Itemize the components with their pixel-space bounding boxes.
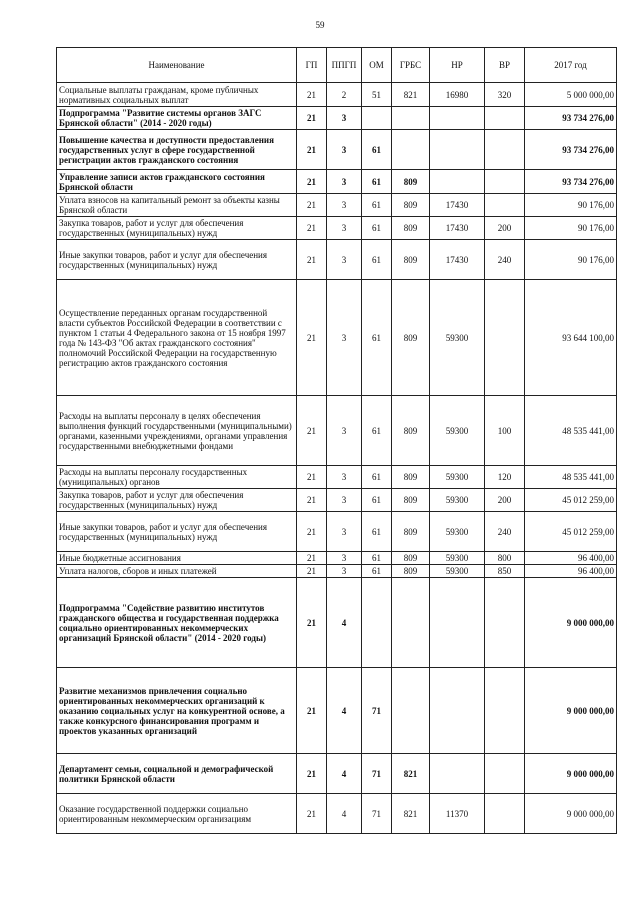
- header-year: 2017 год: [525, 48, 617, 83]
- row-ppgp: 3: [327, 194, 362, 217]
- row-amount: 96 400,00: [525, 565, 617, 578]
- row-nr: 59300: [430, 512, 485, 552]
- table-row: [57, 578, 617, 668]
- row-vr: 240: [485, 512, 525, 552]
- row-amount: 45 012 259,00: [525, 512, 617, 552]
- row-om: 61: [362, 217, 392, 240]
- row-ppgp: 3: [327, 552, 362, 565]
- row-vr: [485, 130, 525, 170]
- row-gp: 21: [297, 280, 327, 396]
- row-grbs: 809: [392, 240, 430, 280]
- row-name: Иные закупки товаров, работ и услуг для обеспечения государственных (муниципальных) нужд: [57, 512, 297, 552]
- row-vr: [485, 107, 525, 130]
- row-om: 61: [362, 240, 392, 280]
- row-om: [362, 107, 392, 130]
- row-name: Подпрограмма "Развитие системы органов ЗАГС Брянской области" (2014 - 2020 годы): [57, 107, 297, 130]
- row-gp: 21: [297, 83, 327, 107]
- row-gp: 21: [297, 194, 327, 217]
- row-gp: 21: [297, 512, 327, 552]
- row-nr: 59300: [430, 280, 485, 396]
- row-vr: [485, 194, 525, 217]
- row-name: Департамент семьи, социальной и демографической политики Брянской области: [57, 754, 297, 794]
- row-amount: 90 176,00: [525, 194, 617, 217]
- row-ppgp: 4: [327, 668, 362, 754]
- header-grbs: ГРБС: [392, 48, 430, 83]
- row-name: Социальные выплаты гражданам, кроме публичных нормативных социальных выплат: [57, 83, 297, 107]
- row-amount: 93 644 100,00: [525, 280, 617, 396]
- row-ppgp: 3: [327, 489, 362, 512]
- header-ppgp: ППГП: [327, 48, 362, 83]
- table-row: [57, 396, 617, 466]
- row-vr: 850: [485, 565, 525, 578]
- row-grbs: 809: [392, 552, 430, 565]
- row-name: Управление записи актов гражданского состояния Брянской области: [57, 170, 297, 194]
- row-gp: 21: [297, 466, 327, 489]
- row-name: Подпрограмма "Содействие развитию институтов гражданского общества и государственная поддержка социально ориентированных некоммерческих организаций Брянской области" (2014 - 2020 годы): [57, 578, 297, 668]
- row-vr: 200: [485, 217, 525, 240]
- row-nr: 59300: [430, 396, 485, 466]
- row-om: 61: [362, 170, 392, 194]
- row-nr: 16980: [430, 83, 485, 107]
- row-om: 71: [362, 754, 392, 794]
- row-grbs: 809: [392, 217, 430, 240]
- header-om: ОМ: [362, 48, 392, 83]
- row-om: 61: [362, 552, 392, 565]
- row-amount: 93 734 276,00: [525, 130, 617, 170]
- row-grbs: [392, 107, 430, 130]
- row-grbs: [392, 578, 430, 668]
- row-nr: 11370: [430, 794, 485, 834]
- row-ppgp: 4: [327, 754, 362, 794]
- table-row: [57, 565, 617, 578]
- table-row: [57, 512, 617, 552]
- row-vr: 100: [485, 396, 525, 466]
- row-vr: 120: [485, 466, 525, 489]
- row-grbs: 809: [392, 466, 430, 489]
- row-ppgp: 3: [327, 396, 362, 466]
- row-amount: 9 000 000,00: [525, 578, 617, 668]
- row-om: 61: [362, 280, 392, 396]
- row-ppgp: 3: [327, 512, 362, 552]
- row-name: Иные закупки товаров, работ и услуг для обеспечения государственных (муниципальных) нужд: [57, 240, 297, 280]
- row-name: Развитие механизмов привлечения социально ориентированных некоммерческих организаций к оказанию социальных услуг на конкурентной основе, а также конкурсного финансирования программ и проектов указанных организаций: [57, 668, 297, 754]
- row-gp: 21: [297, 794, 327, 834]
- row-grbs: 809: [392, 489, 430, 512]
- row-vr: [485, 754, 525, 794]
- row-om: 61: [362, 194, 392, 217]
- row-name: Оказание государственной поддержки социально ориентированным некоммерческим организациям: [57, 794, 297, 834]
- table-row: [57, 280, 617, 396]
- row-gp: 21: [297, 396, 327, 466]
- row-amount: 45 012 259,00: [525, 489, 617, 512]
- table-row: [57, 170, 617, 194]
- row-amount: 96 400,00: [525, 552, 617, 565]
- row-grbs: 821: [392, 794, 430, 834]
- row-amount: 90 176,00: [525, 240, 617, 280]
- row-vr: [485, 794, 525, 834]
- row-om: 61: [362, 396, 392, 466]
- row-grbs: 821: [392, 83, 430, 107]
- row-gp: 21: [297, 668, 327, 754]
- row-vr: 320: [485, 83, 525, 107]
- row-om: 71: [362, 794, 392, 834]
- row-nr: [430, 668, 485, 754]
- row-name: Закупка товаров, работ и услуг для обеспечения государственных (муниципальных) нужд: [57, 489, 297, 512]
- row-om: 61: [362, 489, 392, 512]
- header-gp: ГП: [297, 48, 327, 83]
- row-om: 71: [362, 668, 392, 754]
- row-gp: 21: [297, 754, 327, 794]
- row-gp: 21: [297, 130, 327, 170]
- row-grbs: 809: [392, 280, 430, 396]
- row-ppgp: 3: [327, 170, 362, 194]
- row-om: 61: [362, 512, 392, 552]
- header-name: Наименование: [57, 48, 297, 83]
- row-amount: 93 734 276,00: [525, 107, 617, 130]
- row-grbs: 809: [392, 512, 430, 552]
- row-vr: 200: [485, 489, 525, 512]
- row-vr: [485, 578, 525, 668]
- row-vr: [485, 170, 525, 194]
- row-grbs: 809: [392, 170, 430, 194]
- row-grbs: 809: [392, 396, 430, 466]
- header-nr: НР: [430, 48, 485, 83]
- row-ppgp: 3: [327, 466, 362, 489]
- row-nr: 59300: [430, 552, 485, 565]
- table-row: [57, 240, 617, 280]
- row-om: 61: [362, 565, 392, 578]
- row-vr: 800: [485, 552, 525, 565]
- row-ppgp: 3: [327, 280, 362, 396]
- table-row: [57, 668, 617, 754]
- row-nr: 17430: [430, 217, 485, 240]
- row-om: 51: [362, 83, 392, 107]
- row-grbs: 809: [392, 194, 430, 217]
- table-row: [57, 130, 617, 170]
- row-ppgp: 3: [327, 130, 362, 170]
- table-row: [57, 107, 617, 130]
- row-name: Закупка товаров, работ и услуг для обеспечения государственных (муниципальных) нужд: [57, 217, 297, 240]
- budget-table: [56, 47, 617, 834]
- table-row: [57, 83, 617, 107]
- row-nr: [430, 130, 485, 170]
- row-amount: 93 734 276,00: [525, 170, 617, 194]
- row-vr: [485, 280, 525, 396]
- row-grbs: 809: [392, 565, 430, 578]
- row-ppgp: 3: [327, 107, 362, 130]
- table-row: [57, 754, 617, 794]
- row-nr: 59300: [430, 466, 485, 489]
- row-ppgp: 3: [327, 565, 362, 578]
- row-ppgp: 4: [327, 794, 362, 834]
- row-amount: 9 000 000,00: [525, 794, 617, 834]
- page-number: 59: [315, 20, 325, 30]
- row-ppgp: 3: [327, 240, 362, 280]
- row-amount: 5 000 000,00: [525, 83, 617, 107]
- row-nr: 59300: [430, 565, 485, 578]
- row-nr: [430, 578, 485, 668]
- row-ppgp: 2: [327, 83, 362, 107]
- row-amount: 48 535 441,00: [525, 466, 617, 489]
- row-amount: 9 000 000,00: [525, 668, 617, 754]
- row-gp: 21: [297, 107, 327, 130]
- table-row: [57, 794, 617, 834]
- row-amount: 9 000 000,00: [525, 754, 617, 794]
- row-gp: 21: [297, 578, 327, 668]
- row-name: Расходы на выплаты персоналу в целях обеспечения выполнения функций государственными (муниципальными) органами, казенными учреждениями, органами управления государственными внебюджетными фондами: [57, 396, 297, 466]
- row-nr: 17430: [430, 240, 485, 280]
- row-name: Расходы на выплаты персоналу государственных (муниципальных) органов: [57, 466, 297, 489]
- row-name: Осуществление переданных органам государственной власти субъектов Российской Федерации в соответствии с пунктом 1 статьи 4 Федерального закона от 15 ноября 1997 года № 143-ФЗ "Об актах гражданского состояния" полномочий Российской Федерации на государственную регистрацию актов гражданского состояния: [57, 280, 297, 396]
- header-vr: ВР: [485, 48, 525, 83]
- row-name: Уплата взносов на капитальный ремонт за объекты казны Брянской области: [57, 194, 297, 217]
- row-name: Повышение качества и доступности предоставления государственных услуг в сфере государственной регистрации актов гражданского состояния: [57, 130, 297, 170]
- row-gp: 21: [297, 565, 327, 578]
- row-om: [362, 578, 392, 668]
- row-nr: 59300: [430, 489, 485, 512]
- row-om: 61: [362, 466, 392, 489]
- row-gp: 21: [297, 489, 327, 512]
- row-gp: 21: [297, 552, 327, 565]
- row-amount: 48 535 441,00: [525, 396, 617, 466]
- row-gp: 21: [297, 170, 327, 194]
- row-gp: 21: [297, 217, 327, 240]
- row-grbs: 821: [392, 754, 430, 794]
- table-row: [57, 194, 617, 217]
- row-nr: [430, 107, 485, 130]
- table-row: [57, 489, 617, 512]
- row-vr: [485, 668, 525, 754]
- table-row: [57, 552, 617, 565]
- row-ppgp: 3: [327, 217, 362, 240]
- row-name: Уплата налогов, сборов и иных платежей: [57, 565, 297, 578]
- table-row: [57, 466, 617, 489]
- table-header-row: [57, 48, 617, 83]
- row-nr: [430, 170, 485, 194]
- row-name: Иные бюджетные ассигнования: [57, 552, 297, 565]
- row-nr: [430, 754, 485, 794]
- row-gp: 21: [297, 240, 327, 280]
- table-row: [57, 217, 617, 240]
- row-amount: 90 176,00: [525, 217, 617, 240]
- row-om: 61: [362, 130, 392, 170]
- row-vr: 240: [485, 240, 525, 280]
- row-nr: 17430: [430, 194, 485, 217]
- row-grbs: [392, 130, 430, 170]
- row-ppgp: 4: [327, 578, 362, 668]
- row-grbs: [392, 668, 430, 754]
